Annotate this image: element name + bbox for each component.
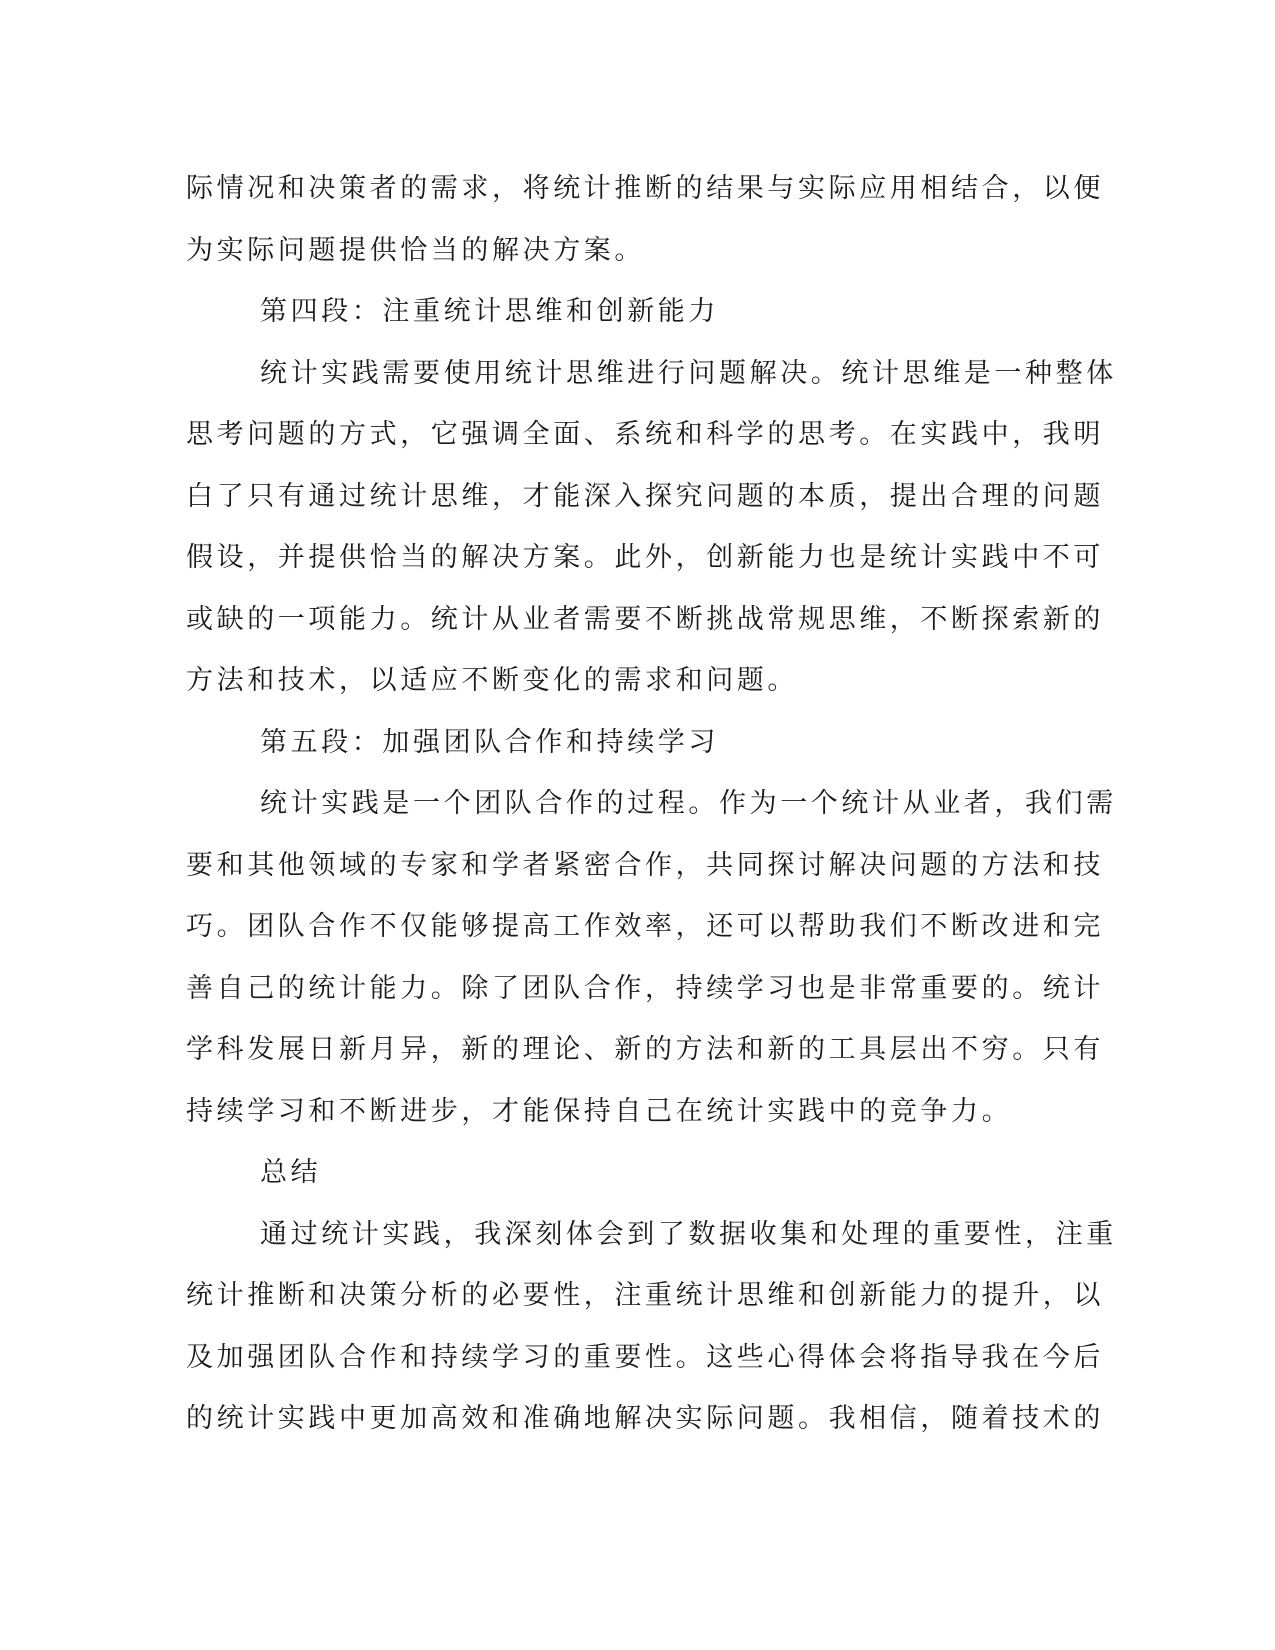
text-line: 要和其他领域的专家和学者紧密合作，共同探讨解决问题的方法和技 — [186, 849, 1104, 881]
section-heading: 第四段：注重统计思维和创新能力 — [260, 296, 719, 327]
text-line: 统计实践需要使用统计思维进行问题解决。统计思维是一种整体 — [260, 357, 1117, 389]
section-heading: 第五段：加强团队合作和持续学习 — [260, 726, 719, 758]
text-line: 方法和技术，以适应不断变化的需求和问题。 — [186, 665, 798, 696]
text-line: 统计实践是一个团队合作的过程。作为一个统计从业者，我们需 — [260, 788, 1117, 819]
text-line: 白了只有通过统计思维，才能深入探究问题的本质，提出合理的问题 — [186, 480, 1104, 512]
text-line: 假设，并提供恰当的解决方案。此外，创新能力也是统计实践中不可 — [186, 542, 1104, 573]
text-line: 统计推断和决策分析的必要性，注重统计思维和创新能力的提升，以 — [186, 1280, 1104, 1311]
section-heading: 总结 — [260, 1157, 322, 1188]
text-line: 思考问题的方式，它强调全面、系统和科学的思考。在实践中，我明 — [186, 419, 1104, 450]
text-line: 及加强团队合作和持续学习的重要性。这些心得体会将指导我在今后 — [186, 1341, 1104, 1373]
text-line: 通过统计实践，我深刻体会到了数据收集和处理的重要性，注重 — [260, 1218, 1117, 1250]
text-line: 际情况和决策者的需求，将统计推断的结果与实际应用相结合，以便 — [186, 173, 1104, 204]
text-line: 的统计实践中更加高效和准确地解决实际问题。我相信，随着技术的 — [186, 1403, 1104, 1434]
text-line: 持续学习和不断进步，才能保持自己在统计实践中的竞争力。 — [186, 1095, 1013, 1127]
text-line: 善自己的统计能力。除了团队合作，持续学习也是非常重要的。统计 — [186, 972, 1104, 1004]
text-line: 学科发展日新月异，新的理论、新的方法和新的工具层出不穷。只有 — [186, 1034, 1104, 1065]
text-line: 为实际问题提供恰当的解决方案。 — [186, 234, 645, 266]
body-text — [186, 158, 1117, 1450]
text-line: 或缺的一项能力。统计从业者需要不断挑战常规思维，不断探索新的 — [186, 603, 1104, 635]
text-line: 巧。团队合作不仅能够提高工作效率，还可以帮助我们不断改进和完 — [186, 911, 1104, 942]
